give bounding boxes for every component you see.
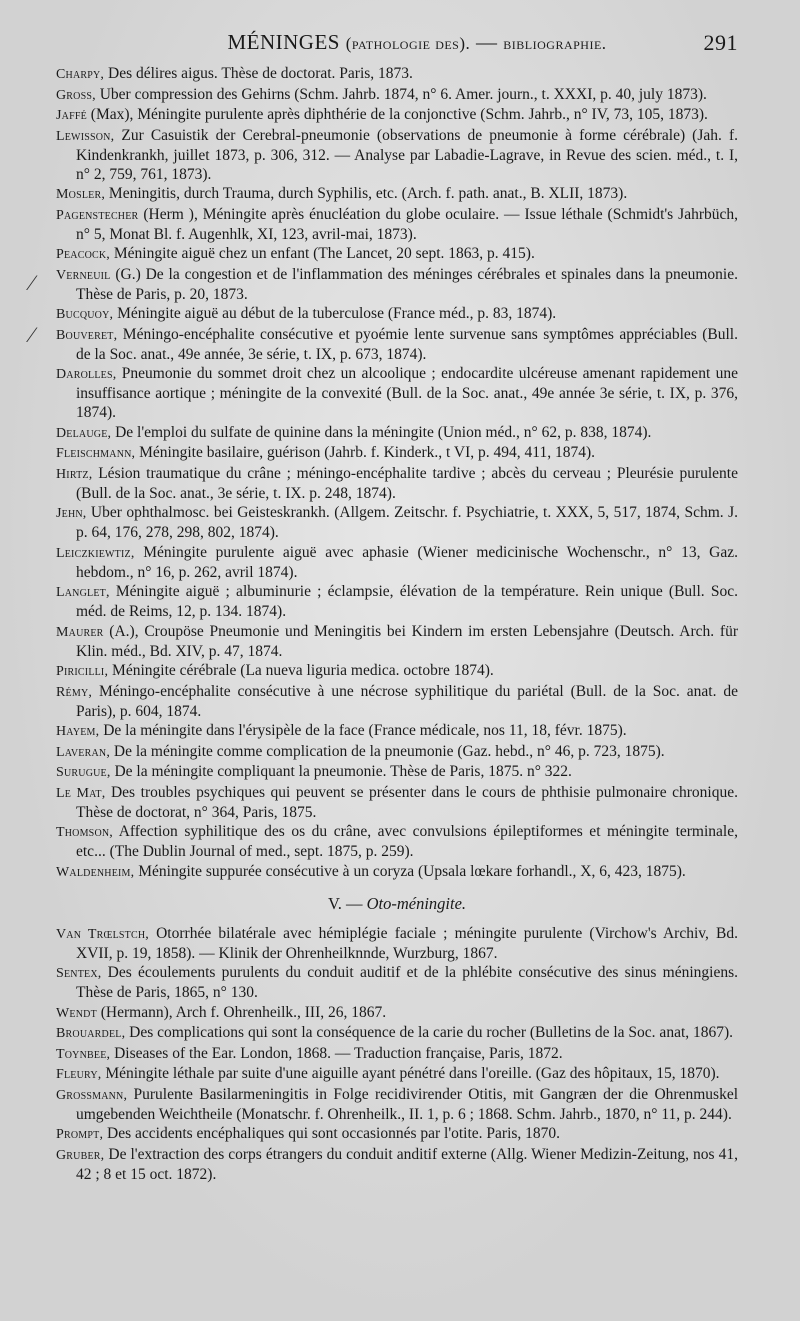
bibliography-entry (56, 543, 738, 582)
bibliography-entry (56, 1064, 738, 1084)
bibliography-entry (56, 64, 738, 84)
entry-text: De la méningite comme complication de la pneumonie (Gaz. hebd., n° 46, p. 723, 1875). (110, 742, 665, 760)
entry-author: Bouveret, (56, 327, 118, 343)
bibliography-entry (56, 464, 738, 503)
bibliography-entry (56, 1085, 738, 1124)
entry-author: Toynbee, (56, 1046, 111, 1062)
entry-text: (Herm ), Méningite après énucléation du globe oculaire. — Issue léthale (Schmidt's Jahrbüch, n° 5, Monat Bl. f. Augenhlk, XI, 123, avril-mai, 1873). (76, 205, 738, 243)
entry-text: Méningite cérébrale (La nueva liguria medica. octobre 1874). (108, 662, 494, 679)
bibliography-entry (56, 822, 738, 861)
entry-text: Des délires aigus. Thèse de doctorat. Paris, 1873. (104, 65, 413, 82)
bibliography-entry (56, 661, 738, 681)
bibliography-entry (56, 105, 738, 125)
entry-author: Surugue, (56, 765, 111, 780)
entry-author: Lewisson, (56, 128, 115, 144)
entry-text: Méningite purulente aiguë avec aphasie (Wiener medicinische Wochenschr., n° 13, Gaz. hebdom., n° 16, p. 262, avril 1874). (76, 543, 738, 581)
entry-author: Van Trœlstch, (56, 926, 149, 942)
entry-text: Méningo-encéphalite consécutive à une nécrose syphilitique du pariétal (Bull. de la Soc. anat. de Paris), p. 604, 1874. (76, 682, 738, 720)
entry-text: De l'extraction des corps étrangers du conduit anditif externe (Allg. Wiener Medizin-Zeitung, nos 41, 42 ; 8 et 15 oct. 1872). (76, 1145, 738, 1183)
entry-author: Charpy, (56, 67, 105, 82)
entry-text: Des troubles psychiques qui peuvent se présenter dans le cours de phthisie pulmonaire chronique. Thèse de doctorat, n° 364, Paris, 1875. (76, 783, 738, 821)
bibliography-entry (56, 265, 738, 304)
entry-author: Le Mat, (56, 785, 106, 801)
bibliography-entry (56, 503, 738, 542)
entry-author: Hirtz, (56, 466, 93, 482)
margin-pencil-mark: ⁄ (30, 322, 34, 347)
bibliography-entry (56, 783, 738, 822)
bibliography-entry (56, 1124, 738, 1144)
entry-text: De l'emploi du sulfate de quinine dans la méningite (Union méd., n° 62, p. 838, 1874). (111, 423, 652, 441)
bibliography-entry (56, 1044, 738, 1064)
entry-text: Méningite aiguë chez un enfant (The Lancet, 20 sept. 1863, p. 415). (110, 245, 535, 262)
entry-text: Des écoulements purulents du conduit auditif et de la phlébite consécutive des sinus méningiens. Thèse de Paris, 1865, n° 130. (76, 964, 738, 1001)
entry-author: Grossmann, (56, 1087, 128, 1103)
bibliography-entry (56, 682, 738, 721)
entry-author: Hayem, (56, 724, 100, 739)
entry-author: Gruber, (56, 1147, 105, 1163)
entry-author: Delauge, (56, 425, 112, 441)
entry-text: Des accidents encéphaliques qui sont occasionnés par l'otite. Paris, 1870. (103, 1125, 561, 1142)
entry-text: Méningite basilaire, guérison (Jahrb. f. Kinderk., t VI, p. 494, 411, 1874). (135, 444, 595, 461)
entry-author: Prompt, (56, 1127, 104, 1142)
entry-text: Méningite aiguë au début de la tuberculose (France méd., p. 83, 1874). (113, 305, 557, 322)
header-title-sub: bibliographie. (503, 34, 607, 53)
entry-text: De la méningite dans l'érysipèle de la face (France médicale, nos 11, 18, févr. 1875). (99, 722, 627, 739)
bibliography-entry (56, 423, 738, 443)
entry-text: Uber ophthalmosc. bei Geisteskrankh. (Allgem. Zeitschr. f. Psychiatrie, t. XXX, 5, 517, 1874, Schm. J. p. 64, 176, 278, 298, 802, 1874). (76, 504, 738, 541)
entry-text: (A.), Croupöse Pneumonie und Meningitis bei Kindern im ersten Lebensjahre (Deutsch. Arch. für Klin. méd., Bd. XIV, p. 47, 1874. (76, 622, 738, 660)
bibliography-entry (56, 304, 738, 324)
bibliography-entry (56, 1023, 738, 1043)
entry-text: Pneumonie du sommet droit chez un alcoolique ; endocardite ulcéreuse amenant rapidement une insuffisance aortique ; méningite de la convexité (Bull. de la Soc. anat., 49e année 3e série, t. IX, p. 376, 1874). (76, 365, 738, 421)
entry-author: Gross, (56, 87, 96, 103)
bibliography-entry (56, 184, 738, 204)
bibliography-list-oto (56, 924, 738, 1184)
entry-text: Affection syphilitique des os du crâne, avec convulsions épileptiformes et méningite terminale, etc... (The Dublin Journal of med., sept. 1875, p. 259). (76, 823, 738, 860)
entry-author: Fleischmann, (56, 446, 136, 461)
entry-text: Diseases of the Ear. London, 1868. — Traduction française, Paris, 1872. (110, 1044, 563, 1062)
entry-author: Wendt (56, 1005, 97, 1021)
entry-author: Jehn, (56, 506, 87, 521)
margin-pencil-mark: ⁄ (30, 270, 34, 295)
entry-author: Verneuil (56, 267, 111, 283)
header-title (187, 30, 606, 55)
page-number: 291 (703, 30, 738, 55)
header-title-paren: (pathologie des). (345, 34, 471, 53)
header-title-dash: — (470, 30, 504, 54)
entry-author: Sentex, (56, 966, 102, 981)
section-heading (56, 894, 738, 914)
entry-author: Jaffé (56, 108, 87, 123)
entry-author: Brouardel, (56, 1026, 126, 1041)
running-header (56, 30, 738, 64)
entry-author: Pagenstecher (56, 207, 139, 223)
bibliography-entry (56, 762, 738, 782)
entry-author: Rémy, (56, 684, 93, 700)
bibliography-entry (56, 742, 738, 762)
entry-text: Purulente Basilarmeningitis in Folge recidivirender Otitis, mit Gangræn der die Ohrenmuskel umgebenden Weichtheile (Monatschr. f. Ohrenheilk., II. 1, p. 6 ; 1868. Schm. Jahrb., 1870, n° 11, p. 244). (76, 1085, 738, 1123)
bibliography-entry (56, 325, 738, 364)
entry-author: Bucquoy, (56, 307, 114, 322)
entry-text: Méningite aiguë ; albuminurie ; éclampsie, élévation de la température. Rein unique (Bull. Soc. méd. de Reims, 12, p. 134. 1874). (76, 583, 738, 620)
bibliography-entry (56, 924, 738, 963)
bibliography-list (56, 64, 738, 882)
entry-author: Mosler, (56, 187, 106, 202)
entry-text: Méningite suppurée consécutive à un coryza (Upsala lœkare forhandl., X, 6, 423, 1875). (134, 862, 686, 880)
entry-text: Otorrhée bilatérale avec hémiplégie faciale ; méningite purulente (Virchow's Archiv, Bd. XVII, p. 19, 1858). — Klinik der Ohrenheilknnde, Wurzburg, 1867. (76, 924, 739, 962)
section-number: V. — (327, 893, 367, 913)
section-name: Oto-méningite. (366, 893, 467, 913)
entry-text: Méningite léthale par suite d'une aiguille ayant pénétré dans l'oreille. (Gaz des hôpitaux, 15, 1870). (101, 1065, 720, 1082)
bibliography-entry (56, 126, 738, 184)
entry-author: Piricilli, (56, 664, 109, 679)
entry-text: (Max), Méningite purulente après diphthérie de la conjonctive (Schm. Jahrb., n° IV, 73, 105, 1873). (86, 106, 708, 123)
bibliography-entry (56, 443, 738, 463)
bibliography-entry (56, 364, 738, 422)
bibliography-entry (56, 244, 738, 264)
bibliography-entry (56, 205, 738, 244)
entry-author: Waldenheim, (56, 864, 135, 880)
bibliography-entry (56, 1003, 738, 1023)
bibliography-entry (56, 622, 738, 661)
entry-author: Laveran, (56, 744, 111, 760)
entry-author: Peacock, (56, 247, 110, 262)
entry-text: (Hermann), Arch f. Ohrenheilk., III, 26, 1867. (96, 1003, 387, 1021)
entry-text: Lésion traumatique du crâne ; méningo-encéphalite tardive ; abcès du cerveau ; Pleurésie purulente (Bull. de la Soc. anat., 3e série, t. IX. p. 248, 1874). (76, 464, 738, 502)
entry-author: Langlet, (56, 585, 110, 600)
bibliography-entry (56, 1145, 738, 1184)
bibliography-entry (56, 862, 738, 882)
bibliography-entry (56, 963, 738, 1002)
header-title-main: MÉNINGES (227, 30, 340, 54)
entry-text: Uber compression des Gehirns (Schm. Jahrb. 1874, n° 6. Amer. journ., t. XXXI, p. 40, july 1873). (95, 85, 707, 103)
entry-text: Méningo-encéphalite consécutive et pyoémie lente survenue sans symptômes appréciables (Bull. de la Soc. anat., 49e année, 3e série, t. IX, p. 673, 1874). (76, 325, 738, 363)
bibliography-entry (56, 582, 738, 621)
entry-author: Fleury, (56, 1067, 102, 1082)
entry-author: Darolles, (56, 367, 117, 382)
bibliography-entry (56, 721, 738, 741)
entry-text: De la méningite compliquant la pneumonie. Thèse de Paris, 1875. n° 322. (110, 763, 572, 780)
entry-author: Maurer (56, 624, 104, 640)
entry-author: Leiczkiewtiz, (56, 545, 135, 561)
entry-text: Meningitis, durch Trauma, durch Syphilis, etc. (Arch. f. path. anat., B. XLII, 1873). (105, 185, 628, 202)
entry-text: (G.) De la congestion et de l'inflammation des méninges cérébrales et spinales dans la pneumonie. Thèse de Paris, p. 20, 1873. (76, 265, 738, 303)
entry-text: Des complications qui sont la conséquence de la carie du rocher (Bulletins de la Soc. anat, 1867). (125, 1024, 734, 1041)
entry-text: Zur Casuistik der Cerebral-pneumonie (observations de pneumonie à forme cérébrale) (Jah. f. Kindenkrankh, juillet 1873, p. 306, 312. — Analyse par Labadie-Lagrave, in Revue des scien. méd., t. I, n° 2, 759, 761, 1873). (76, 126, 738, 183)
bibliography-entry (56, 85, 738, 105)
entry-author: Thomson, (56, 825, 113, 840)
